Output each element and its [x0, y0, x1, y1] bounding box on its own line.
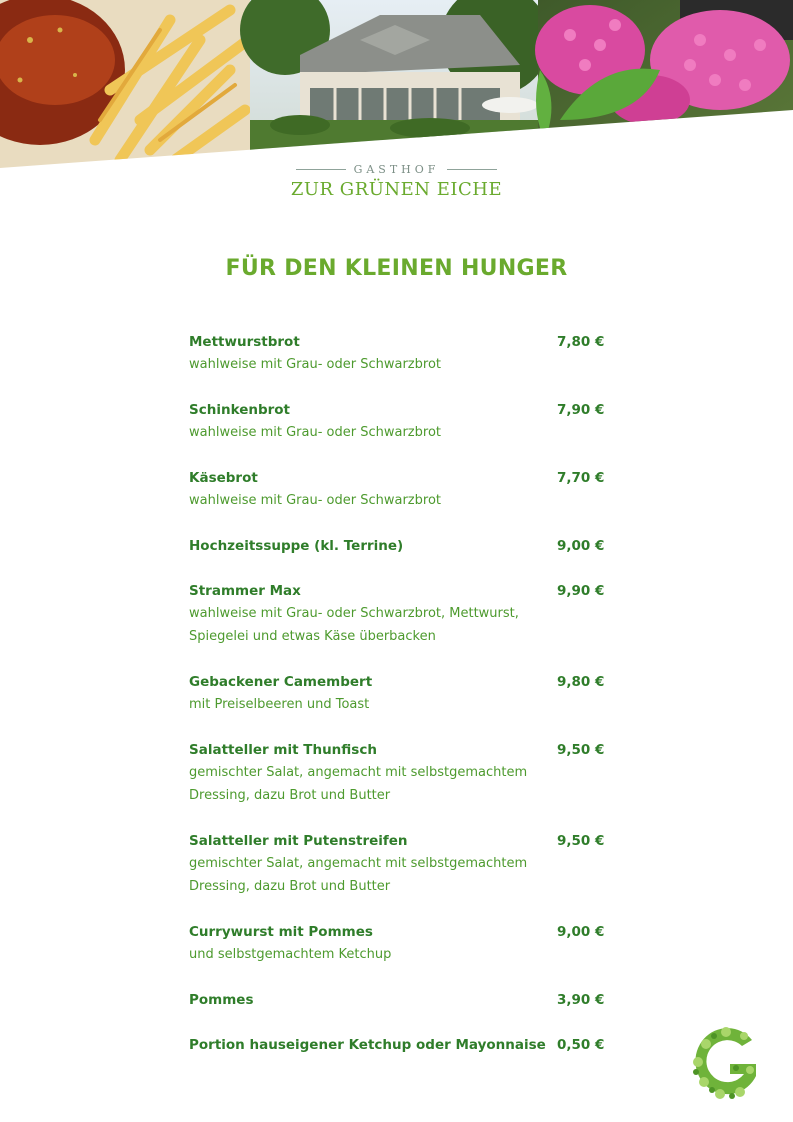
menu-item-price: 9,90 € — [557, 583, 605, 599]
menu-item-header — [189, 739, 609, 761]
menu-item-description: wahlweise mit Grau- oder Schwarzbrot — [189, 357, 441, 372]
menu-item-name: Hochzeitssuppe (kl. Terrine) — [189, 538, 404, 554]
menu-item — [189, 399, 609, 444]
menu-item-name: Salatteller mit Thunfisch — [189, 742, 377, 758]
menu-item-price: 9,00 € — [557, 538, 605, 554]
menu-item-price: 7,90 € — [557, 402, 605, 418]
leaf-g-logo-icon — [686, 1022, 766, 1104]
header-photo-strip — [0, 0, 793, 170]
menu-item-header — [189, 989, 609, 1011]
menu-item — [189, 739, 609, 807]
menu-item-price: 9,80 € — [557, 674, 605, 690]
menu-item-description: wahlweise mit Grau- oder Schwarzbrot — [189, 493, 441, 508]
menu-item — [189, 830, 609, 898]
menu-item-header — [189, 671, 609, 693]
menu-item-name: Pommes — [189, 992, 254, 1008]
menu-item — [189, 1034, 609, 1056]
menu-item — [189, 671, 609, 716]
menu-item-name: Portion hauseigener Ketchup oder Mayonnaise — [189, 1037, 546, 1053]
menu-item-header — [189, 1034, 609, 1056]
menu-item — [189, 535, 609, 557]
restaurant-building-photo — [240, 0, 550, 170]
section-title: FÜR DEN KLEINEN HUNGER — [225, 256, 568, 281]
menu-item-header — [189, 830, 609, 852]
logo-right-rule — [447, 169, 497, 170]
menu-item-description: und selbstgemachtem Ketchup — [189, 947, 392, 962]
menu-item — [189, 467, 609, 512]
menu-item-header — [189, 399, 609, 421]
logo-gasthof-text: GASTHOF — [353, 163, 440, 176]
menu-item-description: wahlweise mit Grau- oder Schwarzbrot, Mettwurst, — [189, 606, 519, 621]
menu-item-price: 3,90 € — [557, 992, 605, 1008]
menu-item-price: 0,50 € — [557, 1037, 605, 1053]
menu-item-description: wahlweise mit Grau- oder Schwarzbrot — [189, 425, 441, 440]
menu-item-price: 7,80 € — [557, 334, 605, 350]
restaurant-logo — [0, 163, 793, 200]
menu-item-description: Dressing, dazu Brot und Butter — [189, 788, 391, 803]
logo-top-line — [0, 163, 793, 176]
menu-item-price: 9,50 € — [557, 742, 605, 758]
menu-item-header — [189, 921, 609, 943]
menu-item — [189, 921, 609, 966]
menu-item — [189, 989, 609, 1011]
menu-item-header — [189, 535, 609, 557]
menu-item-description: Dressing, dazu Brot und Butter — [189, 879, 391, 894]
menu-item-header — [189, 580, 609, 602]
menu-item-name: Käsebrot — [189, 470, 258, 486]
menu-item-description: gemischter Salat, angemacht mit selbstgemachtem — [189, 765, 528, 780]
menu-item-name: Currywurst mit Pommes — [189, 924, 373, 940]
menu-item-name: Schinkenbrot — [189, 402, 291, 418]
currywurst-photo — [0, 0, 250, 170]
menu-item-name: Strammer Max — [189, 583, 301, 599]
menu-item-name: Salatteller mit Putenstreifen — [189, 833, 408, 849]
menu-item-description: Spiegelei und etwas Käse überbacken — [189, 629, 436, 644]
menu-item-price: 9,50 € — [557, 833, 605, 849]
logo-left-rule — [296, 169, 346, 170]
menu-item-name: Mettwurstbrot — [189, 334, 300, 350]
menu-item-price: 9,00 € — [557, 924, 605, 940]
menu-item — [189, 580, 609, 648]
menu-item-header — [189, 331, 609, 353]
logo-restaurant-name: ZUR GRÜNEN EICHE — [290, 179, 503, 200]
menu-item-name: Gebackener Camembert — [189, 674, 373, 690]
menu-item-header — [189, 467, 609, 489]
menu-item — [189, 331, 609, 376]
hydrangea-photo — [535, 0, 793, 170]
menu-item-price: 7,70 € — [557, 470, 605, 486]
menu-item-description: gemischter Salat, angemacht mit selbstgemachtem — [189, 856, 528, 871]
menu-item-description: mit Preiselbeeren und Toast — [189, 697, 370, 712]
